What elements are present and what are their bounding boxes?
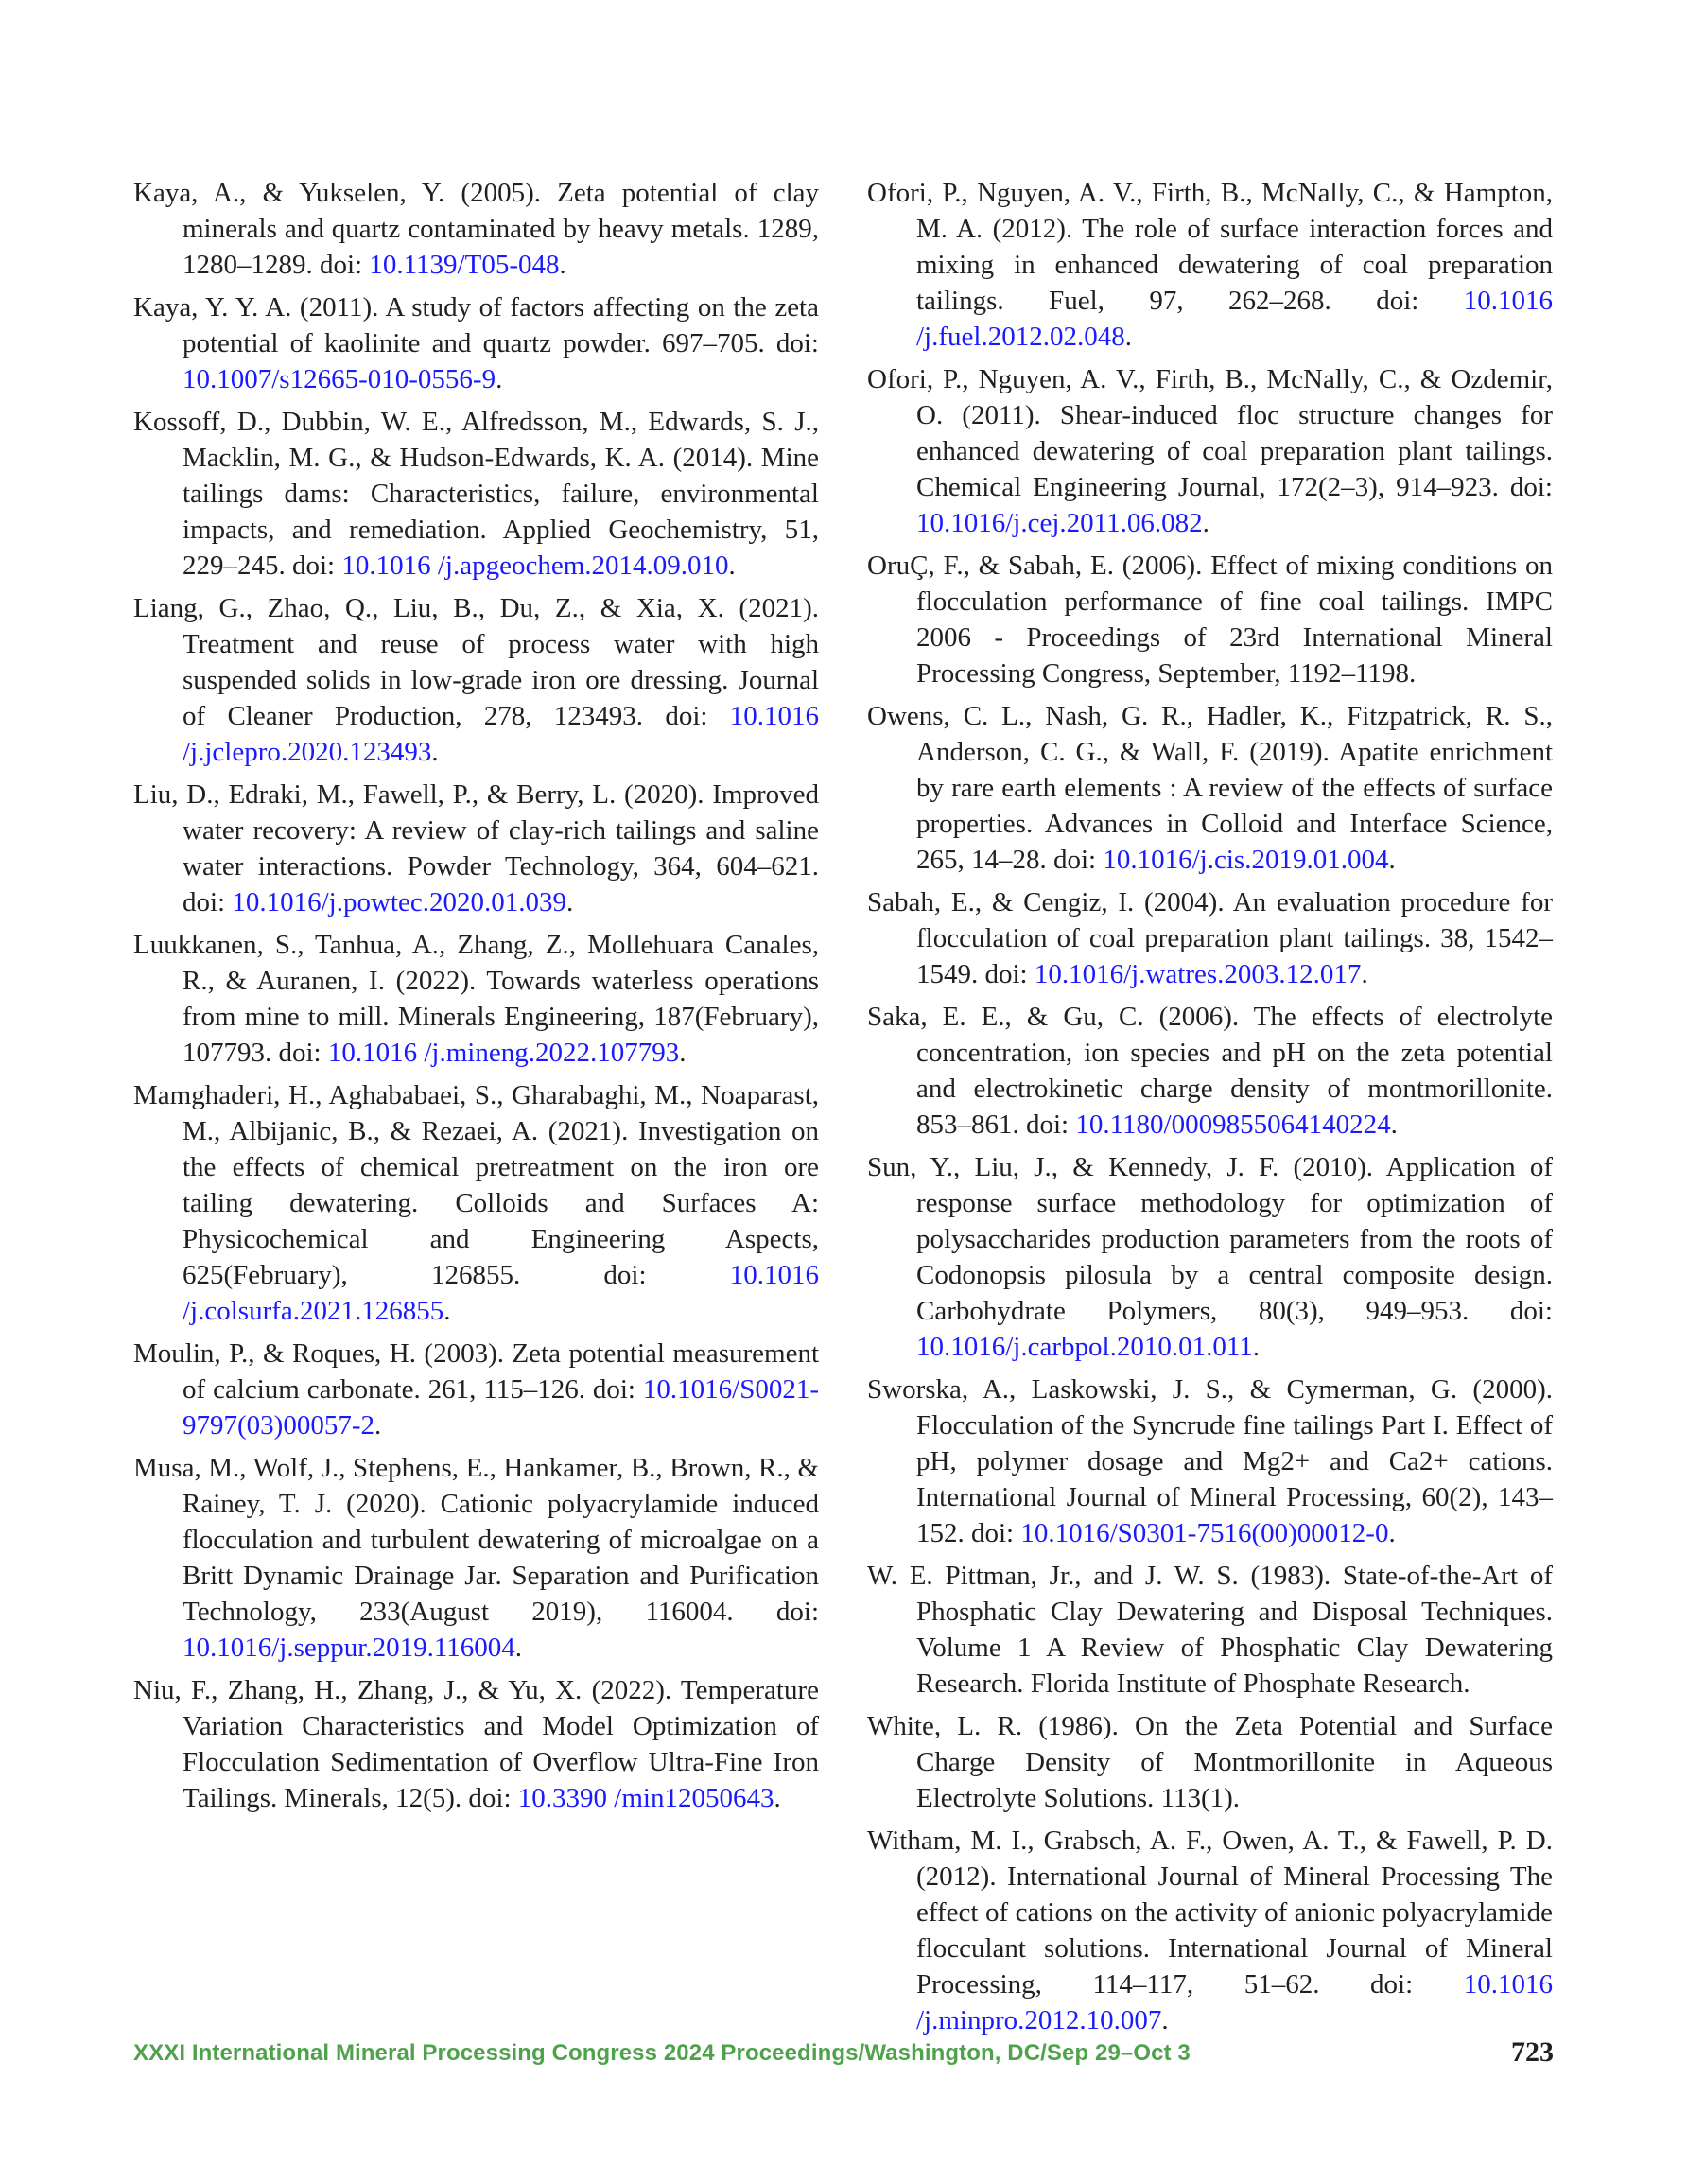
doi-link[interactable]: 10.1016 /j.fuel.2012.02.048 xyxy=(916,286,1553,352)
page-number: 723 xyxy=(1511,2036,1554,2068)
reference-end: . xyxy=(1388,1518,1396,1548)
reference-text: Moulin, P., & Roques, H. (2003). Zeta potential measurement of calcium carbonate. 261, 115–126. doi: xyxy=(133,1338,819,1405)
reference-entry xyxy=(867,698,1553,878)
reference-text: Niu, F., Zhang, H., Zhang, J., & Yu, X. (2022). Temperature Variation Characteristics and Model Optimization of Flocculation Sedimentation of Overflow Ultra-Fine Iron Tailings. Minerals, 12(5). doi: xyxy=(133,1675,819,1813)
doi-link[interactable]: 10.3390 /min12050643 xyxy=(517,1783,774,1813)
reference-entry xyxy=(867,175,1553,355)
reference-end: . xyxy=(1202,508,1209,538)
doi-link[interactable]: 10.1016/j.cis.2019.01.004 xyxy=(1103,845,1389,875)
reference-end: . xyxy=(374,1410,382,1441)
reference-entry xyxy=(133,175,819,283)
reference-end: . xyxy=(774,1783,781,1813)
reference-text: Liu, D., Edraki, M., Fawell, P., & Berry, L. (2020). Improved water recovery: A review of clay-rich tailings and saline water interactions. Powder Technology, 364, 604–621. doi: xyxy=(133,779,819,917)
reference-entry xyxy=(867,361,1553,541)
reference-end: . xyxy=(1161,2005,1169,2035)
doi-link[interactable]: 10.1016 /j.jclepro.2020.123493 xyxy=(183,701,819,767)
references-column-left xyxy=(133,175,819,1823)
reference-end: . xyxy=(431,737,439,767)
reference-text: Kaya, Y. Y. A. (2011). A study of factors affecting on the zeta potential of kaolinite and quartz powder. 697–705. doi: xyxy=(133,292,819,358)
reference-end: . xyxy=(565,887,574,917)
reference-entry xyxy=(867,884,1553,992)
reference-entry xyxy=(867,1558,1553,1702)
doi-link[interactable]: 10.1180/0009855064140224 xyxy=(1075,1109,1391,1140)
reference-entry xyxy=(133,1077,819,1329)
reference-end: . xyxy=(1252,1332,1260,1362)
doi-link[interactable]: 10.1016/S0301-7516(00)00012-0 xyxy=(1020,1518,1389,1548)
reference-text: Kossoff, D., Dubbin, W. E., Alfredsson, M., Edwards, S. J., Macklin, M. G., & Hudson-Edwards, K. A. (2014). Mine tailings dams: Characteristics, failure, environmental impacts, and remediation. Applied Geochemistry, 51, 229–245. doi: xyxy=(133,407,819,581)
reference-end: . xyxy=(1390,1109,1398,1140)
doi-link[interactable]: 10.1016 /j.colsurfa.2021.126855 xyxy=(183,1260,819,1326)
doi-link[interactable]: 10.1016 /j.mineng.2022.107793 xyxy=(327,1038,680,1068)
reference-entry xyxy=(867,999,1553,1143)
reference-end: . xyxy=(443,1296,451,1326)
footer-conference-title: XXXI International Mineral Processing Congress 2024 Proceedings/Washington, DC/Sep 29–Oct 3 xyxy=(133,2040,1191,2066)
reference-end: . xyxy=(1124,322,1132,352)
reference-entry xyxy=(867,1708,1553,1816)
doi-link[interactable]: 10.1016/j.carbpol.2010.01.011 xyxy=(916,1332,1253,1362)
reference-entry xyxy=(133,1336,819,1443)
reference-end: . xyxy=(1361,959,1368,989)
doi-link[interactable]: 10.1016 /j.minpro.2012.10.007 xyxy=(916,1969,1553,2035)
reference-entry xyxy=(867,1372,1553,1551)
page-footer xyxy=(133,2036,1554,2078)
reference-text: Liang, G., Zhao, Q., Liu, B., Du, Z., & Xia, X. (2021). Treatment and reuse of process water with high suspended solids in low-grade iron ore dressing. Journal of Cleaner Production, 278, 123493. doi: xyxy=(133,593,819,731)
reference-entry xyxy=(133,1450,819,1666)
doi-link[interactable]: 10.1016/S0021-9797(03)00057-2 xyxy=(183,1374,819,1441)
references-column-right xyxy=(867,175,1553,2045)
reference-text: Owens, C. L., Nash, G. R., Hadler, K., Fitzpatrick, R. S., Anderson, C. G., & Wall, F. (2019). Apatite enrichment by rare earth elements : A review of the effects of surface properties. Advances in Colloid and Interface Science, 265, 14–28. doi: xyxy=(867,701,1553,875)
reference-text: Witham, M. I., Grabsch, A. F., Owen, A. T., & Fawell, P. D. (2012). International Journal of Mineral Processing The effect of cations on the activity of anionic polyacrylamide flocculant solutions. International Journal of Mineral Processing, 114–117, 51–62. doi: xyxy=(867,1826,1553,2000)
reference-end: . xyxy=(1388,845,1396,875)
reference-text: Saka, E. E., & Gu, C. (2006). The effects of electrolyte concentration, ion species and pH on the zeta potential and electrokinetic charge density of montmorillonite. 853–861. doi: xyxy=(867,1002,1553,1140)
doi-link[interactable]: 10.1139/T05-048 xyxy=(369,250,560,280)
doi-link[interactable]: 10.1016/j.cej.2011.06.082 xyxy=(916,508,1203,538)
reference-text: Sun, Y., Liu, J., & Kennedy, J. F. (2010). Application of response surface methodology for optimization of polysaccharides production parameters from the roots of Codonopsis pilosula by a central composite design. Carbohydrate Polymers, 80(3), 949–953. doi: xyxy=(867,1152,1553,1326)
reference-entry xyxy=(133,927,819,1071)
doi-link[interactable]: 10.1016/j.watres.2003.12.017 xyxy=(1034,959,1362,989)
reference-text: Kaya, A., & Yukselen, Y. (2005). Zeta potential of clay minerals and quartz contaminated by heavy metals. 1289, 1280–1289. doi: xyxy=(133,178,819,280)
reference-entry xyxy=(133,289,819,397)
reference-entry xyxy=(133,777,819,920)
reference-text: OruÇ, F., & Sabah, E. (2006). Effect of mixing conditions on flocculation performance of fine coal tailings. IMPC 2006 - Proceedings of 23rd International Mineral Processing Congress, September, 1192–1198. xyxy=(867,550,1553,689)
reference-text: W. E. Pittman, Jr., and J. W. S. (1983). State-of-the-Art of Phosphatic Clay Dewatering and Disposal Techniques. Volume 1 A Review of Phosphatic Clay Dewatering Research. Florida Institute of Phosphate Research. xyxy=(867,1561,1553,1699)
reference-text: Mamghaderi, H., Aghababaei, S., Gharabaghi, M., Noaparast, M., Albijanic, B., & Rezaei, A. (2021). Investigation on the effects of chemical pretreatment on the iron ore tailing dewatering. Colloids and Surfaces A: Physicochemical and Engineering Aspects, 625(February), 126855. doi: xyxy=(133,1080,819,1290)
doi-link[interactable]: 10.1016 /j.apgeochem.2014.09.010 xyxy=(341,550,729,581)
doi-link[interactable]: 10.1016/j.seppur.2019.116004 xyxy=(183,1633,515,1663)
doi-link[interactable]: 10.1016/j.powtec.2020.01.039 xyxy=(232,887,566,917)
reference-end: . xyxy=(728,550,736,581)
reference-entry xyxy=(133,1672,819,1816)
reference-entry xyxy=(133,404,819,584)
reference-text: Luukkanen, S., Tanhua, A., Zhang, Z., Mollehuara Canales, R., & Auranen, I. (2022). Towards waterless operations from mine to mill. Minerals Engineering, 187(February), 107793. doi: xyxy=(133,930,819,1068)
reference-end: . xyxy=(514,1633,523,1663)
reference-text: Sabah, E., & Cengiz, I. (2004). An evaluation procedure for flocculation of coal preparation plant tailings. 38, 1542–1549. doi: xyxy=(867,887,1553,989)
reference-entry xyxy=(133,590,819,770)
reference-entry xyxy=(867,1823,1553,2038)
reference-entry xyxy=(867,1149,1553,1365)
reference-text: Sworska, A., Laskowski, J. S., & Cymerman, G. (2000). Flocculation of the Syncrude fine tailings Part I. Effect of pH, polymer dosage and Mg2+ and Ca2+ cations. International Journal of Mineral Processing, 60(2), 143–152. doi: xyxy=(867,1374,1553,1548)
reference-text: Ofori, P., Nguyen, A. V., Firth, B., McNally, C., & Ozdemir, O. (2011). Shear-induced floc structure changes for enhanced dewatering of coal preparation plant tailings. Chemical Engineering Journal, 172(2–3), 914–923. doi: xyxy=(867,364,1553,502)
doi-link[interactable]: 10.1007/s12665-010-0556-9 xyxy=(183,364,496,394)
reference-end: . xyxy=(559,250,566,280)
reference-end: . xyxy=(496,364,503,394)
reference-entry xyxy=(867,548,1553,691)
reference-text: Ofori, P., Nguyen, A. V., Firth, B., McNally, C., & Hampton, M. A. (2012). The role of surface interaction forces and mixing in enhanced dewatering of coal preparation tailings. Fuel, 97, 262–268. doi: xyxy=(867,178,1553,316)
reference-text: Musa, M., Wolf, J., Stephens, E., Hankamer, B., Brown, R., & Rainey, T. J. (2020). Cationic polyacrylamide induced flocculation and turbulent dewatering of microalgae on a Britt Dynamic Drainage Jar. Separation and Purification Technology, 233(August 2019), 116004. doi: xyxy=(133,1453,819,1627)
reference-end: . xyxy=(679,1038,687,1068)
reference-text: White, L. R. (1986). On the Zeta Potential and Surface Charge Density of Montmorillonite in Aqueous Electrolyte Solutions. 113(1). xyxy=(867,1711,1553,1813)
